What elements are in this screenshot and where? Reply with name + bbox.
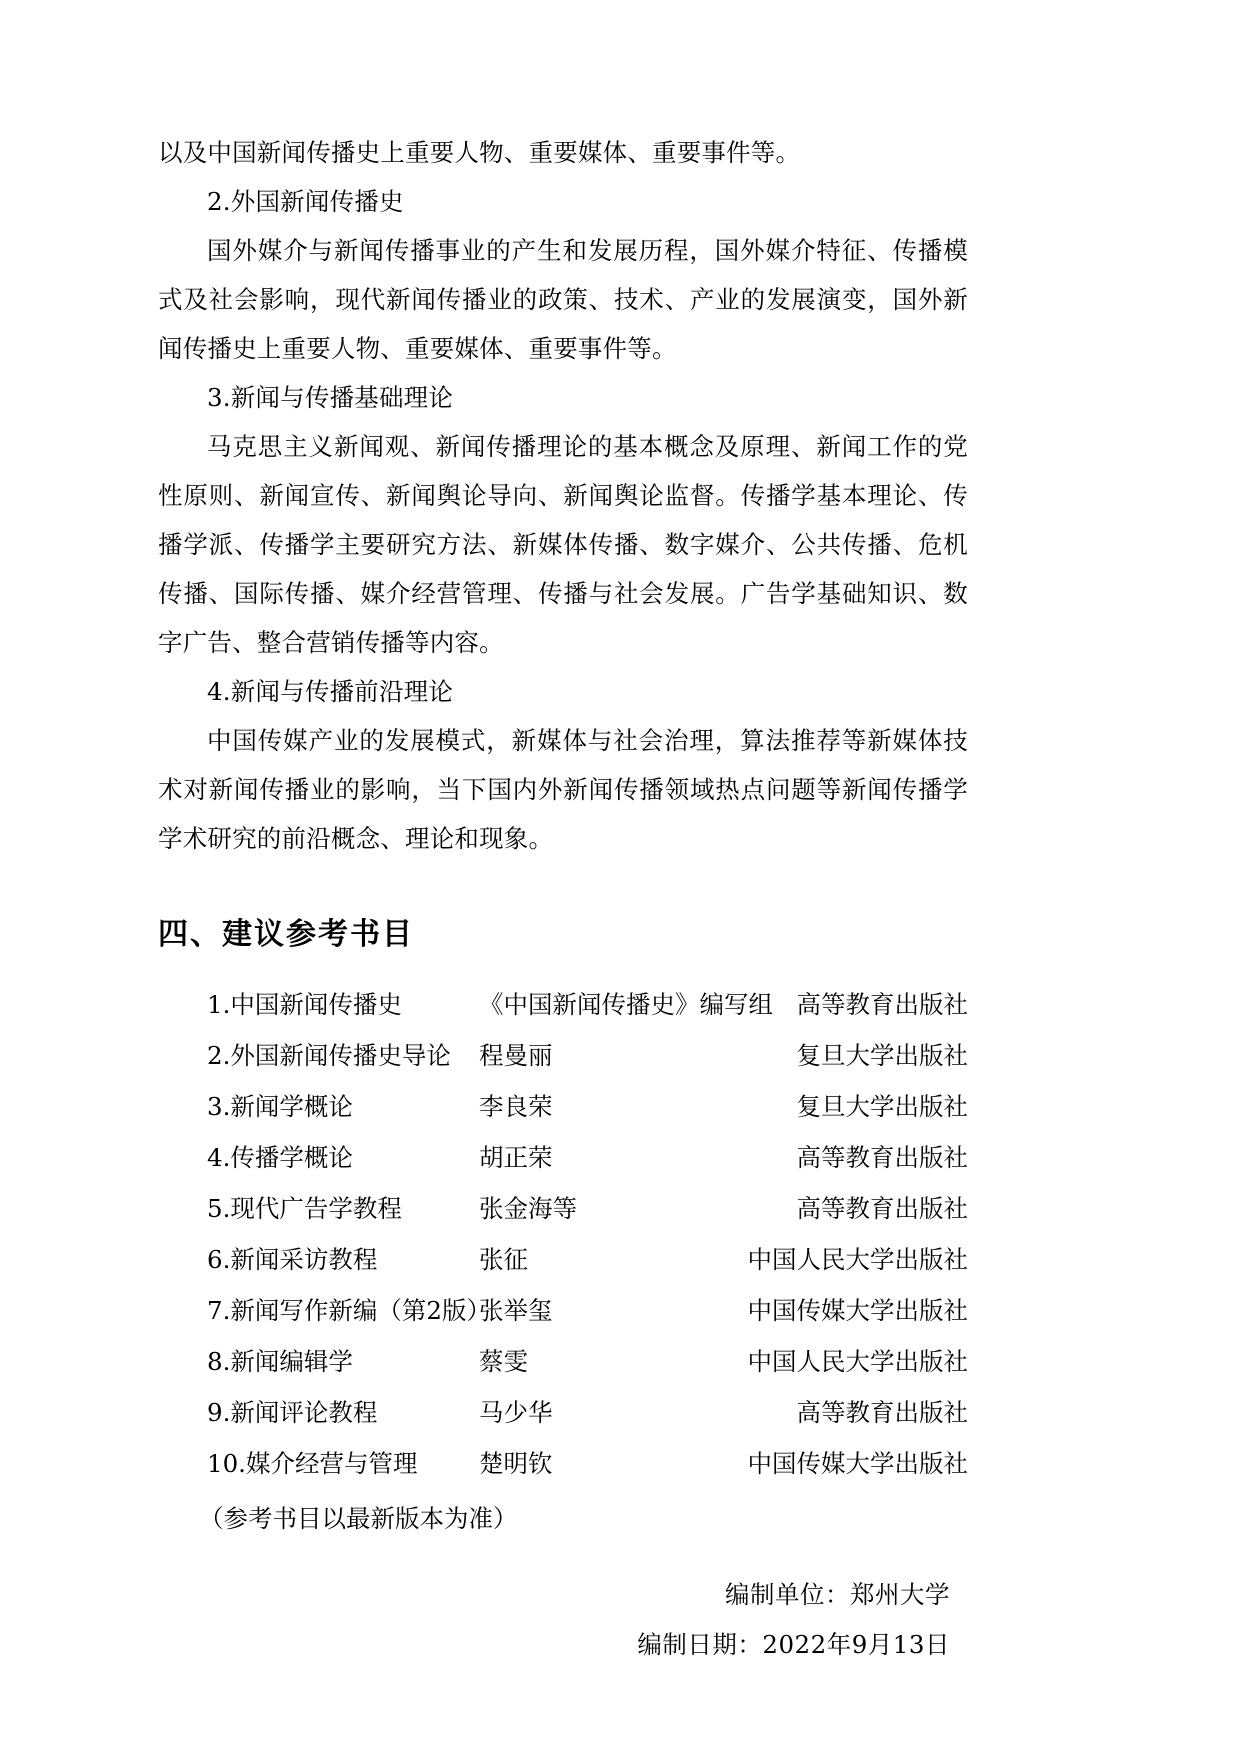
page-content [158, 128, 968, 1670]
heading-item-3: 3.新闻与传播基础理论 [207, 383, 454, 412]
list-item [158, 1336, 968, 1387]
paragraph-item-4-body: 中国传媒产业的发展模式，新媒体与社会治理，算法推荐等新媒体技术对新闻传播业的影响，当下国内外新闻传播领域热点问题等新闻传播学学术研究的前沿概念、理论和现象。 [158, 726, 968, 853]
book-title [207, 1081, 479, 1132]
book-title-text: 新闻评论教程 [230, 1398, 378, 1427]
book-publisher: 中国传媒大学出版社 [747, 1449, 968, 1478]
book-title-text: 传播学概论 [230, 1143, 353, 1172]
book-title-text: 现代广告学教程 [230, 1194, 402, 1223]
list-item [158, 979, 968, 1030]
book-author: 李良荣 [479, 1092, 553, 1121]
list-item [158, 1132, 968, 1183]
book-title [207, 1285, 491, 1336]
book-title [207, 1183, 479, 1234]
book-index: 6. [207, 1245, 231, 1274]
footer-date: 编制日期：2022年9月13日 [637, 1630, 950, 1659]
book-title-text: 新闻采访教程 [230, 1245, 378, 1274]
book-publisher: 高等教育出版社 [796, 990, 968, 1019]
book-title-text: 媒介经营与管理 [245, 1449, 418, 1478]
book-publisher: 中国人民大学出版社 [747, 1347, 968, 1376]
book-publisher: 高等教育出版社 [796, 1398, 968, 1427]
book-title-text: 外国新闻传播史导论 [230, 1041, 451, 1070]
book-index: 1. [207, 990, 231, 1019]
book-title [207, 979, 479, 1030]
book-author: 楚明钦 [479, 1449, 553, 1478]
document-footer [158, 1570, 968, 1670]
book-title [207, 1438, 479, 1489]
book-author: 蔡雯 [479, 1347, 528, 1376]
heading-bottom-spacer [158, 957, 968, 979]
book-title-text: 新闻写作新编（第2版） [230, 1296, 491, 1325]
book-index: 8. [207, 1347, 231, 1376]
book-publisher: 复旦大学出版社 [796, 1092, 968, 1121]
book-title [207, 1336, 479, 1387]
book-title-text: 新闻学概论 [230, 1092, 353, 1121]
book-author: 《中国新闻传播史》编写组 [479, 990, 773, 1019]
list-item [158, 1438, 968, 1489]
footer-compiler: 编制单位：郑州大学 [725, 1580, 950, 1609]
list-item [158, 1387, 968, 1438]
section-spacer [158, 863, 968, 913]
book-index: 4. [207, 1143, 231, 1172]
book-index: 7. [207, 1296, 231, 1325]
reference-book-list [158, 979, 968, 1489]
book-title [207, 1234, 479, 1285]
list-item [158, 1285, 968, 1336]
book-author: 马少华 [479, 1398, 553, 1427]
book-author: 张举玺 [479, 1296, 553, 1325]
book-publisher: 复旦大学出版社 [796, 1041, 968, 1070]
heading-item-2: 2.外国新闻传播史 [207, 187, 404, 216]
book-index: 2. [207, 1041, 231, 1070]
book-publisher: 中国传媒大学出版社 [747, 1296, 968, 1325]
book-index: 5. [207, 1194, 231, 1223]
paragraph-continuation: 以及中国新闻传播史上重要人物、重要媒体、重要事件等。 [158, 138, 801, 167]
paragraph-item-2-body: 国外媒介与新闻传播事业的产生和发展历程，国外媒介特征、传播模式及社会影响，现代新闻传播业的政策、技术、产业的发展演变，国外新闻传播史上重要人物、重要媒体、重要事件等。 [158, 236, 968, 363]
book-title [207, 1030, 479, 1081]
book-author: 程曼丽 [479, 1041, 553, 1070]
book-author: 张金海等 [479, 1194, 577, 1223]
book-title-text: 新闻编辑学 [230, 1347, 353, 1376]
book-index: 3. [207, 1092, 231, 1121]
book-publisher: 中国人民大学出版社 [747, 1245, 968, 1274]
section-heading-reference-books: 四、建议参考书目 [158, 917, 414, 952]
book-list-note: （参考书目以最新版本为准） [199, 1504, 518, 1533]
book-publisher: 高等教育出版社 [796, 1194, 968, 1223]
book-author: 胡正荣 [479, 1143, 553, 1172]
book-title [207, 1132, 479, 1183]
book-index: 9. [207, 1398, 231, 1427]
heading-item-4: 4.新闻与传播前沿理论 [207, 677, 454, 706]
list-item [158, 1081, 968, 1132]
book-index: 10. [207, 1449, 246, 1478]
list-item [158, 1030, 968, 1081]
list-item [158, 1183, 968, 1234]
list-item [158, 1234, 968, 1285]
paragraph-item-3-body: 马克思主义新闻观、新闻传播理论的基本概念及原理、新闻工作的党性原则、新闻宣传、新闻舆论导向、新闻舆论监督。传播学基本理论、传播学派、传播学主要研究方法、新媒体传播、数字媒介、公共传播、危机传播、国际传播、媒介经营管理、传播与社会发展。广告学基础知识、数字广告、整合营销传播等内容。 [158, 432, 968, 657]
book-author: 张征 [479, 1245, 528, 1274]
book-title-text: 中国新闻传播史 [230, 990, 402, 1019]
book-publisher: 高等教育出版社 [796, 1143, 968, 1172]
book-title [207, 1387, 479, 1438]
